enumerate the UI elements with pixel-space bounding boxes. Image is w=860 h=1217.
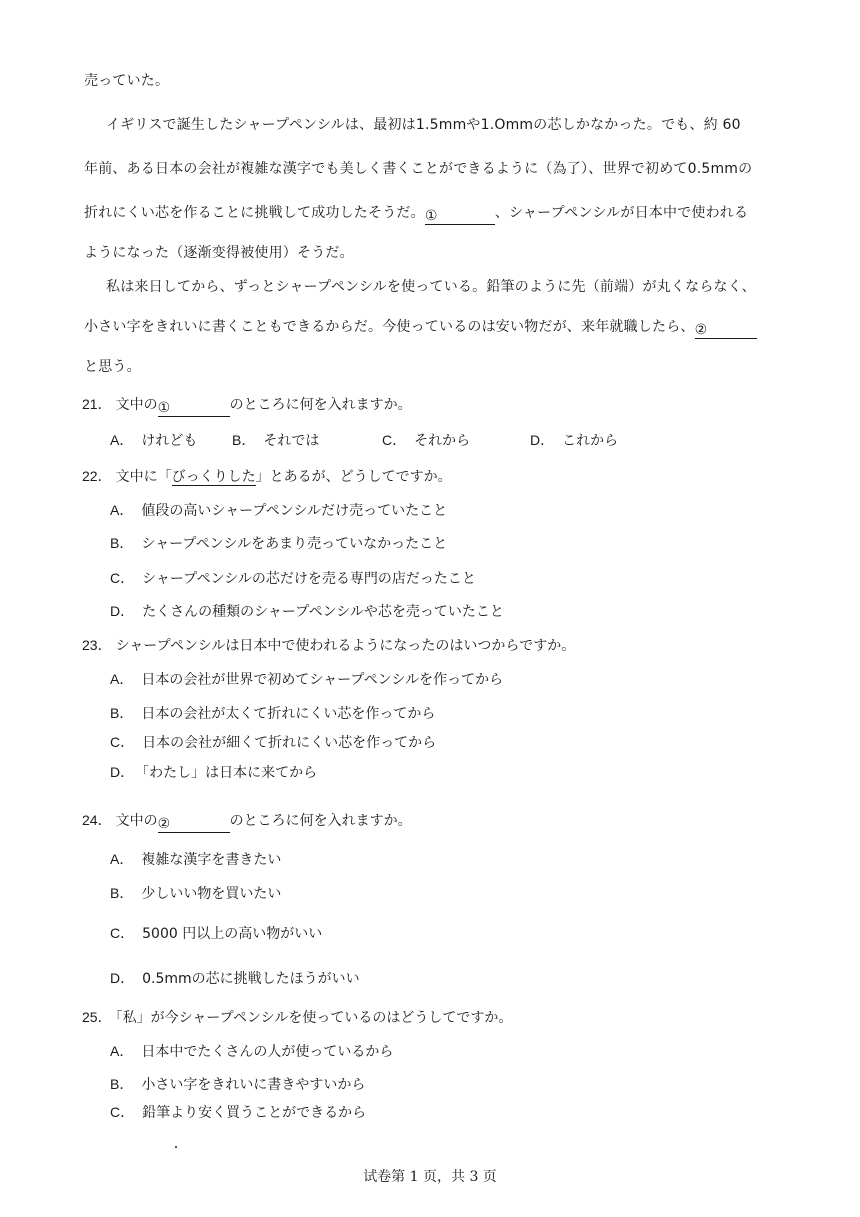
question-21 [82,394,412,417]
question-text: 文中に「 [115,469,172,485]
passage-line: 年前、ある日本の会社が複雑な漢字でも美しく書くことができるように（為了）、世界で初めて0.5mmの [84,161,753,177]
option-a[interactable]: A． 日本中でたくさんの人が使っているから [110,1043,394,1060]
option-b[interactable]: B． 少しいい物を買いたい [110,885,282,902]
question-text: 「私」が今シャープペンシルを使っているのはどうしてですか。 [115,1010,513,1026]
option-d[interactable]: D． たくさんの種類のシャープペンシルや芯を売っていたこと [110,603,504,620]
option-a[interactable]: A． 日本の会社が世界で初めてシャープペンシルを作ってから [110,671,504,688]
option-d[interactable]: D． 0.5mmの芯に挑戦したほうがいい [110,970,360,987]
option-d[interactable]: D． これから [530,432,619,449]
option-a[interactable]: A． 値段の高いシャープペンシルだけ売っていたこと [110,502,448,519]
option-b[interactable]: B． それでは [232,432,320,449]
option-b[interactable]: B． 日本の会社が太くて折れにくい芯を作ってから [110,705,436,722]
option-d[interactable]: D． 「わたし」は日本に来てから [110,764,318,781]
option-a[interactable]: A． けれども [110,432,198,449]
question-text: 」とあるが、どうしてですか。 [255,469,452,485]
passage-line: ようになった（逐渐变得被使用）そうだ。 [84,245,354,261]
question-number: 22． [82,468,112,484]
question-23 [82,635,575,655]
question-25 [82,1007,512,1027]
question-number: 25． [82,1009,112,1025]
page-footer: 试卷第 1 页，共 3 页 [363,1169,497,1185]
passage-line: と思う。 [84,359,141,375]
question-text: のところに何を入れますか。 [229,813,412,829]
option-c[interactable]: C． 日本の会社が細くて折れにくい芯を作ってから [110,734,437,751]
option-c[interactable]: C． それから [382,432,471,449]
blank-1 [425,208,495,225]
question-blank [158,400,230,417]
blank-2 [695,322,757,339]
question-number: 24． [82,812,112,828]
passage-line [84,316,757,339]
question-number: 23． [82,637,112,653]
passage-text: 折れにくい芯を作ることに挑戦して成功したそうだ。 [84,205,425,221]
question-text: 文中の [115,397,158,413]
passage-line: イギリスで誕生したシャープペンシルは、最初は1.5mmや1.Ommの芯しかなかった。でも、約 60 [106,117,741,133]
passage-line: 私は来日してから、ずっとシャープペンシルを使っている。鉛筆のように先（前端）が丸くならなく、 [106,279,756,295]
passage-line: 売っていた。 [84,73,170,89]
question-text: のところに何を入れますか。 [229,397,412,413]
stray-dot [175,1146,177,1148]
quoted-phrase: びっくりした [171,469,256,485]
question-text: 文中の [115,813,158,829]
passage-text: 小さい字をきれいに書くこともできるからだ。今使っているのは安い物だが、来年就職したら、 [84,319,695,335]
option-c[interactable]: C． シャープペンシルの芯だけを売る専門の店だったこと [110,570,476,587]
question-number: 21． [82,396,112,412]
blank-2-mark: ② [694,322,708,338]
blank-mark: ② [157,816,171,832]
passage-line [84,202,748,225]
question-22 [82,466,452,486]
question-24 [82,810,412,833]
option-c[interactable]: C． 鉛筆より安く買うことができるから [110,1104,367,1121]
blank-1-mark: ① [424,208,438,224]
blank-mark: ① [157,400,171,416]
option-b[interactable]: B． シャープペンシルをあまり売っていなかったこと [110,535,448,552]
question-text: シャープペンシルは日本中で使われるようになったのはいつからですか。 [115,638,576,654]
option-a[interactable]: A． 複雑な漢字を書きたい [110,851,282,868]
option-b[interactable]: B． 小さい字をきれいに書きやすいから [110,1076,366,1093]
question-blank [158,816,230,833]
option-c[interactable]: C． 5000 円以上の高い物がいい [110,925,323,942]
passage-text: 、シャープペンシルが日本中で使われる [494,205,749,221]
